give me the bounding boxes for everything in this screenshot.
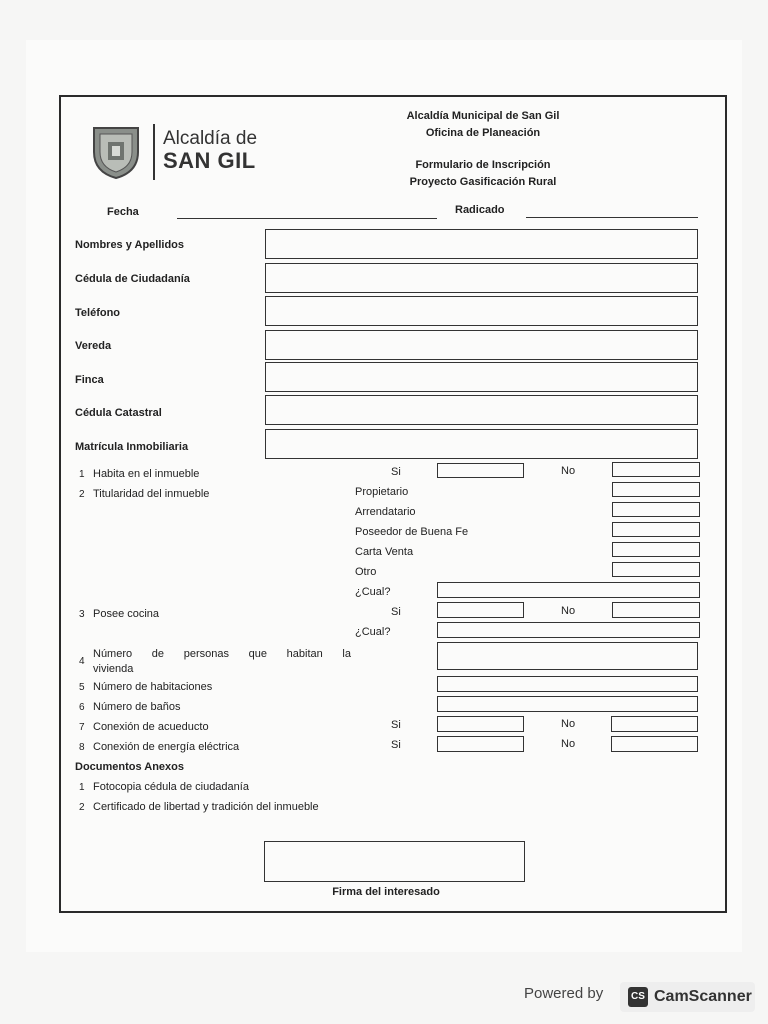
q1-label: Habita en el inmueble <box>93 468 200 480</box>
carta-venta-box[interactable] <box>612 542 700 557</box>
q3-no-label: No <box>561 605 576 617</box>
q5-field[interactable] <box>437 676 698 692</box>
q1-no-box[interactable] <box>612 462 700 477</box>
powered-by-text: Powered by <box>524 985 604 1002</box>
vereda-label: Vereda <box>75 340 112 352</box>
carta-venta-label: Carta Venta <box>355 546 414 558</box>
header-line-3: Formulario de Inscripción <box>415 159 551 171</box>
q4-label-line1: Número de personas que habitan la <box>93 648 351 660</box>
q8-si-label: Si <box>391 739 401 751</box>
camscanner-brand: CamScanner <box>654 988 752 1005</box>
q6-label: Número de baños <box>93 701 181 713</box>
telefono-label: Teléfono <box>75 307 121 319</box>
q7-si-box[interactable] <box>437 716 524 732</box>
radicado-label: Radicado <box>455 204 505 216</box>
camscanner-logo-icon: CS <box>628 987 648 1007</box>
q4-label-line2: vivienda <box>93 663 134 675</box>
firma-box[interactable] <box>264 841 525 882</box>
poseedor-label: Poseedor de Buena Fe <box>355 526 469 538</box>
logo-text-san-gil: SAN GIL <box>163 148 256 173</box>
matricula-field[interactable] <box>265 429 698 459</box>
q8-no-label: No <box>561 738 576 750</box>
q3-cual-label: ¿Cual? <box>355 626 391 638</box>
q4-field[interactable] <box>437 642 698 670</box>
catastral-label: Cédula Catastral <box>75 407 162 419</box>
q8-no-box[interactable] <box>611 736 698 752</box>
firma-label: Firma del interesado <box>332 886 440 898</box>
anexos-title: Documentos Anexos <box>75 761 185 773</box>
header-line-1: Alcaldía Municipal de San Gil <box>406 110 560 122</box>
arrendatario-box[interactable] <box>612 502 700 517</box>
finca-label: Finca <box>75 374 104 386</box>
q3-label: Posee cocina <box>93 608 160 620</box>
anexo-2-label: Certificado de libertad y tradición del inmueble <box>93 801 319 813</box>
q1-si-box[interactable] <box>437 463 524 478</box>
otro-label: Otro <box>355 566 377 578</box>
q8-label: Conexión de energía eléctrica <box>93 741 240 753</box>
fecha-label: Fecha <box>107 206 139 218</box>
q2-label: Titularidad del inmueble <box>93 488 210 500</box>
anexo-2-number: 2 <box>79 802 85 813</box>
cedula-field[interactable] <box>265 263 698 293</box>
q3-number: 3 <box>79 609 85 620</box>
q3-si-box[interactable] <box>437 602 524 618</box>
q4-number: 4 <box>79 656 85 667</box>
anexo-1-number: 1 <box>79 782 85 793</box>
coat-of-arms-icon <box>86 122 146 182</box>
otro-box[interactable] <box>612 562 700 577</box>
q6-number: 6 <box>79 702 85 713</box>
q6-field[interactable] <box>437 696 698 712</box>
q7-si-label: Si <box>391 719 401 731</box>
q7-number: 7 <box>79 722 85 733</box>
logo-text-alcaldia: Alcaldía de <box>163 128 258 149</box>
q8-number: 8 <box>79 742 85 753</box>
q8-si-box[interactable] <box>437 736 524 752</box>
q2-cual-field[interactable] <box>437 582 700 598</box>
q7-label: Conexión de acueducto <box>93 721 209 733</box>
q3-no-box[interactable] <box>612 602 700 618</box>
q1-si-label: Si <box>391 466 401 478</box>
q1-no-label: No <box>561 465 576 477</box>
anexo-1-label: Fotocopia cédula de ciudadanía <box>93 781 249 793</box>
logo-divider <box>153 124 155 180</box>
q7-no-label: No <box>561 718 576 730</box>
nombres-field[interactable] <box>265 229 698 259</box>
matricula-label: Matrícula Inmobiliaria <box>75 441 189 453</box>
header-line-2: Oficina de Planeación <box>425 127 541 139</box>
cedula-label: Cédula de Ciudadanía <box>75 273 190 285</box>
q2-cual-label: ¿Cual? <box>355 586 391 598</box>
q2-number: 2 <box>79 489 85 500</box>
q7-no-box[interactable] <box>611 716 698 732</box>
propietario-label: Propietario <box>355 486 409 498</box>
arrendatario-label: Arrendatario <box>355 506 416 518</box>
header-line-4: Proyecto Gasificación Rural <box>409 176 557 188</box>
q3-cual-field[interactable] <box>437 622 700 638</box>
q1-number: 1 <box>79 469 85 480</box>
q5-label: Número de habitaciones <box>93 681 213 693</box>
radicado-line[interactable] <box>526 217 698 218</box>
telefono-field[interactable] <box>265 296 698 326</box>
propietario-box[interactable] <box>612 482 700 497</box>
finca-field[interactable] <box>265 362 698 392</box>
q5-number: 5 <box>79 682 85 693</box>
fecha-line[interactable] <box>177 218 437 219</box>
vereda-field[interactable] <box>265 330 698 360</box>
q3-si-label: Si <box>391 606 401 618</box>
catastral-field[interactable] <box>265 395 698 425</box>
nombres-label: Nombres y Apellidos <box>75 239 185 251</box>
poseedor-box[interactable] <box>612 522 700 537</box>
